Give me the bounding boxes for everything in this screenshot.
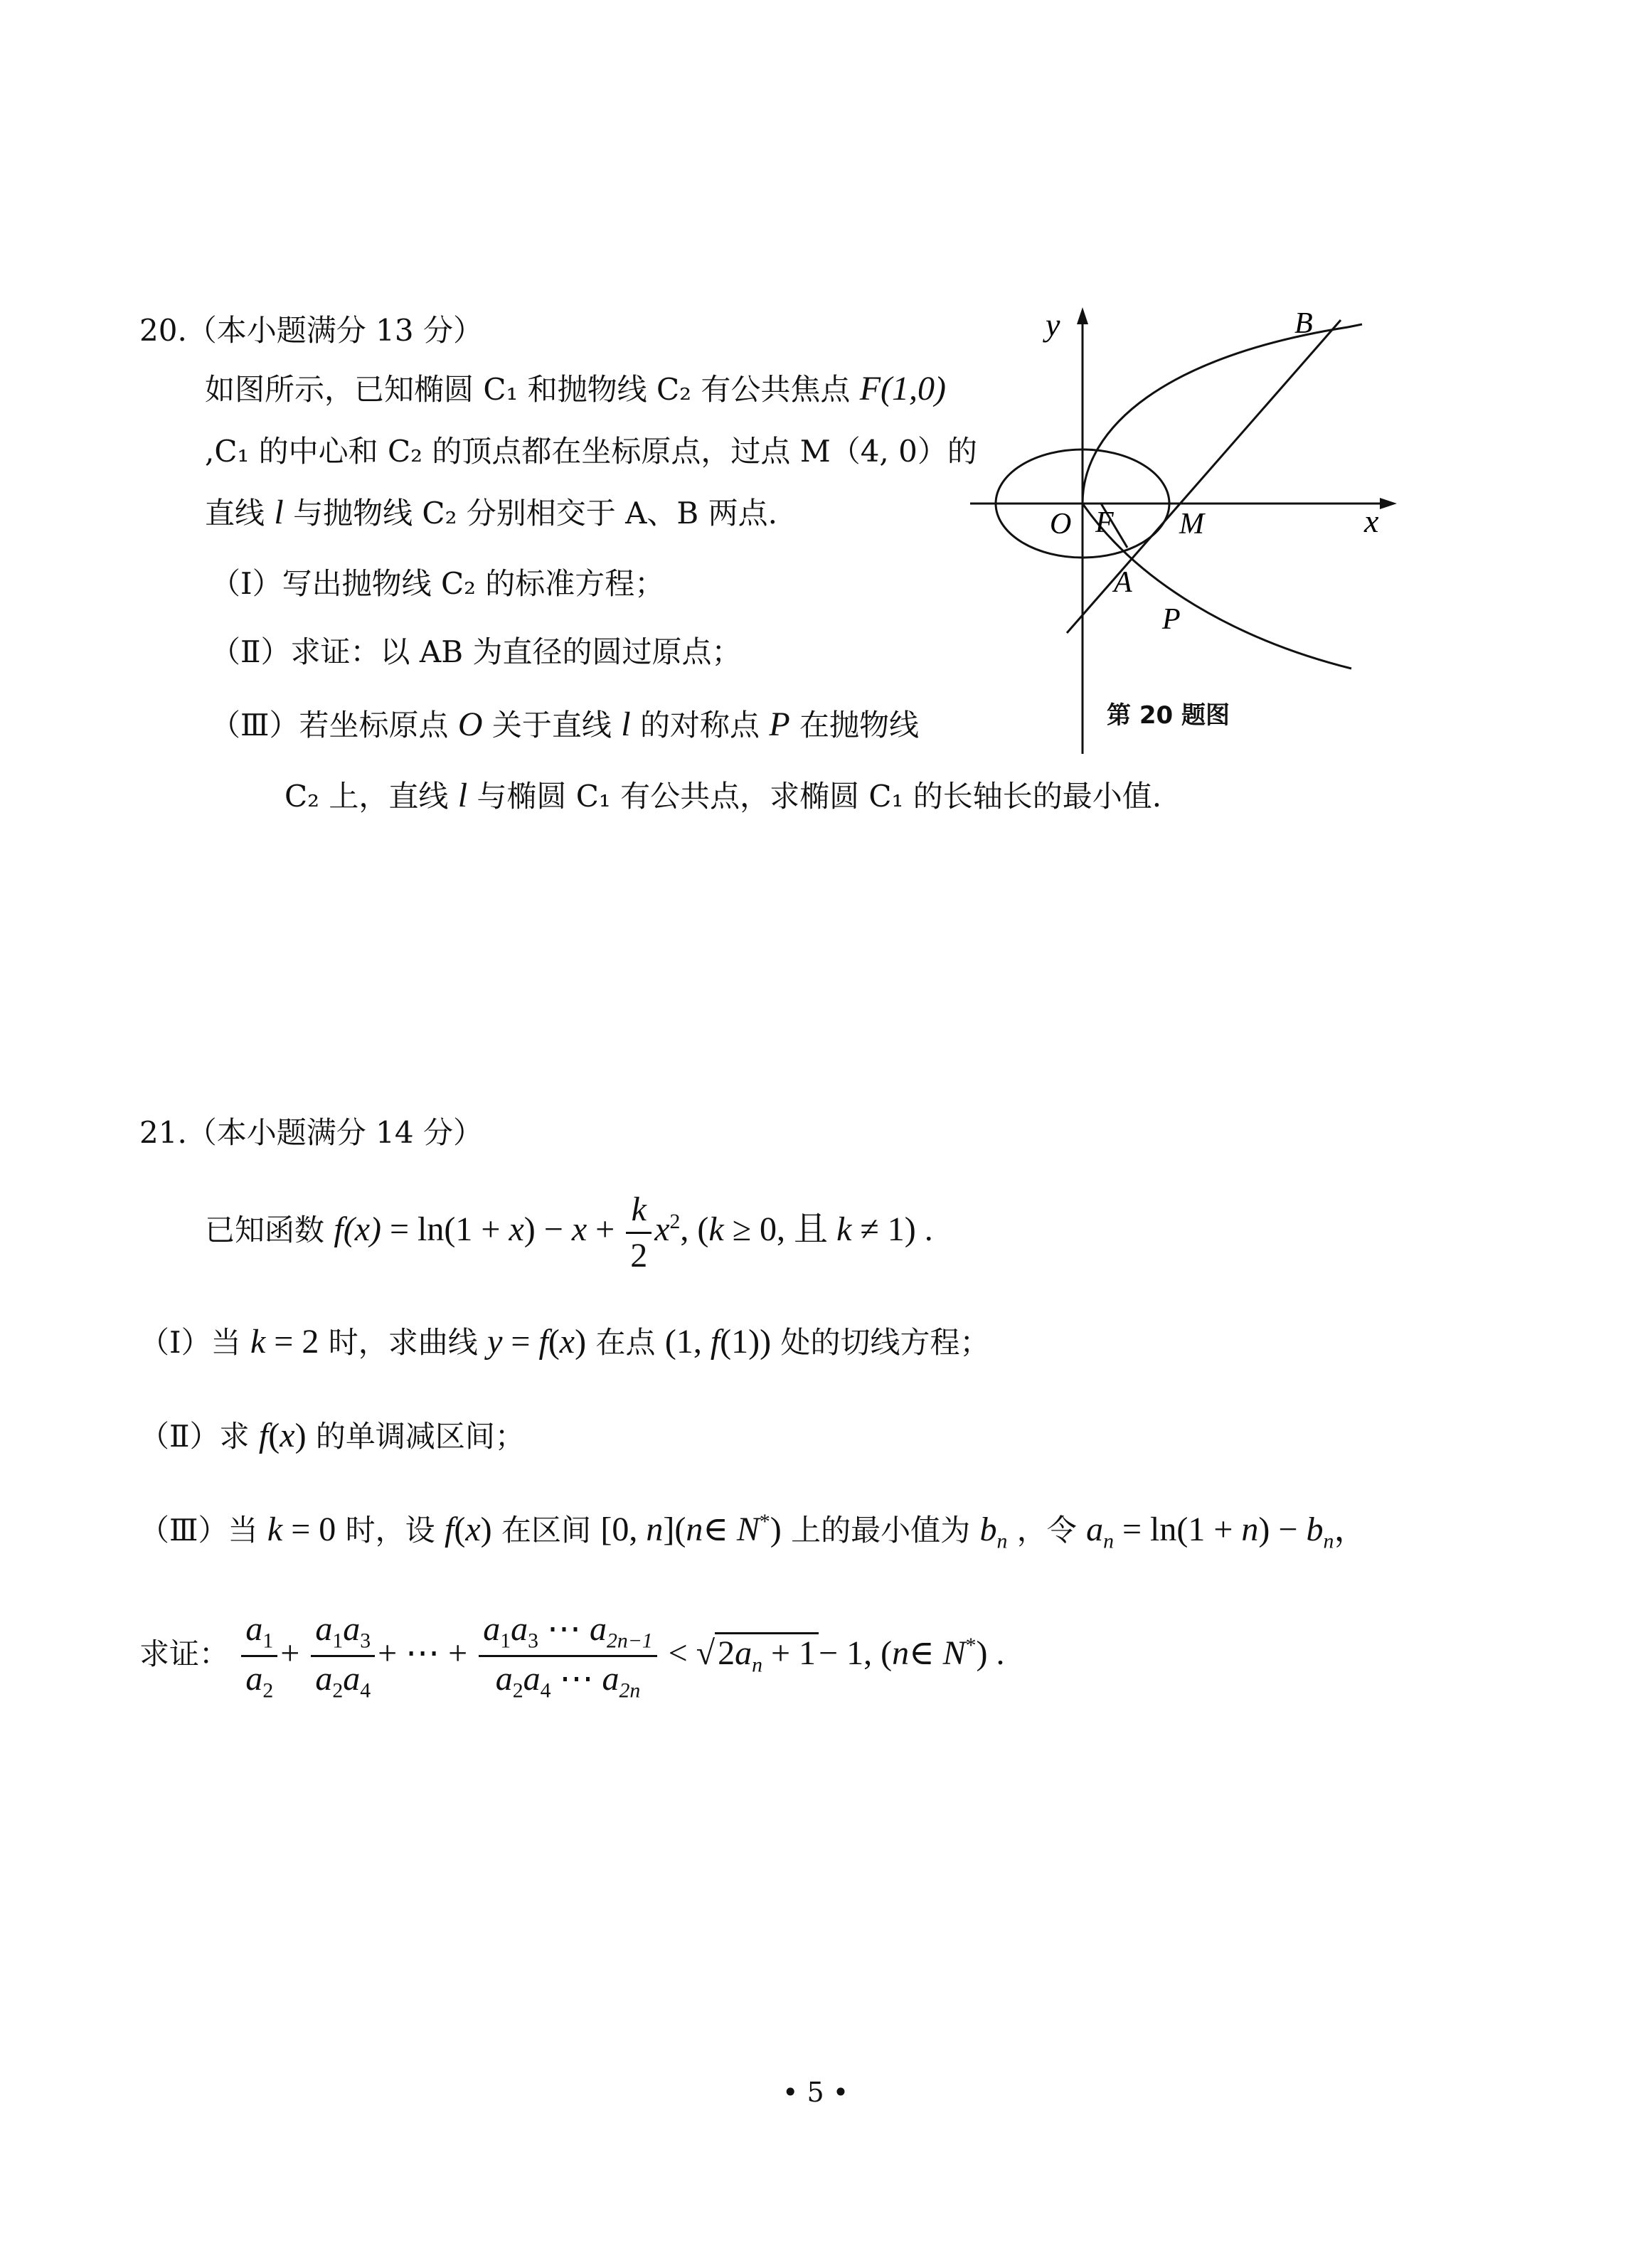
q21-part3-a: （Ⅲ）当 (139, 1513, 258, 1548)
label-x: x (1364, 503, 1379, 539)
q20-part3 (211, 704, 919, 745)
q21-part3 (139, 1509, 1368, 1554)
q21-part1 (139, 1321, 989, 1363)
line-l: l (457, 777, 468, 814)
function-definition: f(x) = ln(1 + x) − x + $\frac{k}{2}$ $x^2$, (k ≥ 0, 且 k ≠ 1) . (334, 1191, 933, 1274)
q20-line1 (205, 368, 946, 410)
line-l: l (274, 494, 284, 531)
math-interval: [0, n](n∈ N*) (600, 1510, 782, 1548)
label-a: A (1114, 566, 1132, 599)
q21-part2-a: （Ⅱ）求 (139, 1419, 250, 1454)
q20-line3-a: 直线 (205, 496, 265, 531)
math-fx: f(x) (445, 1511, 492, 1548)
label-y: y (1046, 307, 1060, 343)
point-P: P (769, 706, 790, 743)
q21-part1-a: （Ⅰ）当 (139, 1325, 241, 1360)
label-m: M (1179, 508, 1204, 541)
x-axis-arrow-icon (1380, 498, 1397, 509)
q20-line2: ,C₁ 的中心和 C₂ 的顶点都在坐标原点，过点 M（4, 0）的 (205, 434, 977, 469)
math-an-definition: $a_n = \ln(1 + n) - b_n$， (1086, 1511, 1368, 1553)
label-f: F (1095, 506, 1114, 539)
figure-caption: 第 20 题图 (1107, 701, 1230, 730)
label-o: O (1050, 508, 1072, 541)
q20-part2: （Ⅱ）求证：以 AB 为直径的圆过原点； (211, 634, 742, 669)
q20-part3-cont-a: C₂ 上，直线 (284, 779, 449, 814)
math-point: (1, f(1)) (664, 1323, 772, 1361)
y-axis-arrow-icon (1077, 307, 1088, 324)
math-k-equals-2: k = 2 (250, 1323, 319, 1361)
label-p: P (1162, 603, 1181, 636)
q20-part3-b: 关于直线 (491, 708, 612, 742)
page-number: • 5 • (782, 2077, 849, 2108)
q21-given (205, 1189, 933, 1276)
q21-part1-b: 时，求曲线 (328, 1325, 478, 1360)
q20-part3-cont-b: 与椭圆 C₁ 有公共点，求椭圆 C₁ 的长轴长的最小值. (477, 779, 1162, 814)
q20-figure (953, 299, 1408, 754)
math-bn: $b_n$ (979, 1511, 1008, 1553)
q20-part3-c: 的对称点 (639, 708, 760, 742)
q21-part3-b: 时，设 (345, 1513, 435, 1548)
q21-heading: 21.（本小题满分 14 分） (139, 1115, 483, 1150)
q21-part2-b: 的单调减区间； (315, 1419, 525, 1454)
inequality: $\frac{a_1}{a_2}$ + $\frac{a_1a_3}{a_2a_4}$ + ⋯ + $\frac{a_1a_3 \cdots a_{2n-1}}{a_2a_4 \cdots a_{2n}}$ < $√2a_n + 1- 1$, (n∈ N*) . (238, 1634, 1004, 1672)
q20-part3-a: （Ⅲ）若坐标原点 (211, 708, 449, 742)
math-curve: y = f(x) (487, 1323, 587, 1361)
parabola-c2-upper (1083, 324, 1362, 504)
q21-part1-c: 在点 (595, 1325, 656, 1360)
q20-line1-text: 如图所示，已知椭圆 C₁ 和抛物线 C₂ 有公共焦点 (205, 372, 851, 407)
q20-line3 (205, 492, 777, 533)
q21-prove-prefix: 求证： (139, 1636, 230, 1671)
q20-heading: 20.（本小题满分 13 分） (139, 313, 483, 348)
math-k-equals-0: k = 0 (267, 1511, 336, 1548)
line-l: l (621, 706, 631, 743)
math-fx: f(x) (258, 1417, 307, 1454)
q21-prove (139, 1609, 1005, 1704)
q21-part2 (139, 1415, 525, 1457)
q20-line3-b: 与抛物线 C₂ 分别相交于 A、B 两点. (293, 496, 777, 531)
q21-part3-d: 上的最小值为 (791, 1513, 971, 1548)
q20-part3-d: 在抛物线 (799, 708, 920, 742)
q20-part1: （Ⅰ）写出抛物线 C₂ 的标准方程； (211, 566, 665, 601)
q20-part3-cont (284, 775, 1161, 816)
focus-point: F(1,0) (859, 370, 947, 408)
q21-part3-c: 在区间 (501, 1513, 591, 1548)
q21-part1-d: 处的切线方程； (780, 1325, 990, 1360)
q21-given-prefix: 已知函数 (205, 1213, 325, 1248)
label-b: B (1294, 307, 1313, 340)
origin-O: O (457, 706, 483, 743)
q21-part3-e: ，令 (1016, 1513, 1077, 1548)
